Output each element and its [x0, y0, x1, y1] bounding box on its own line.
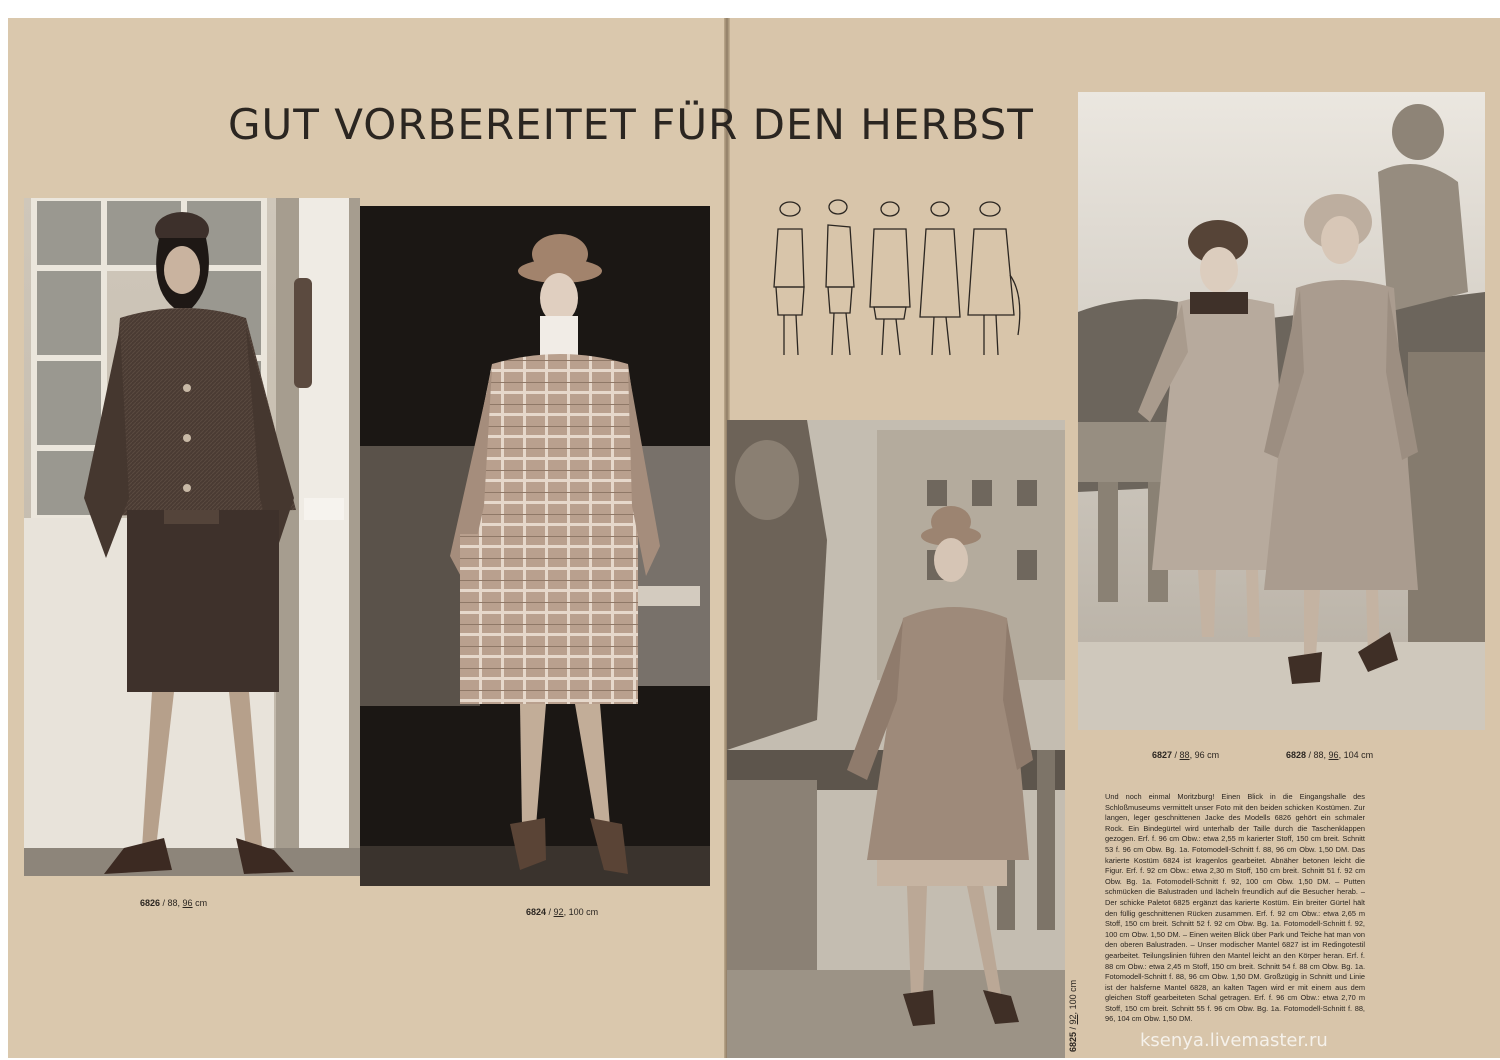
article-text: Und noch einmal Moritzburg! Einen Blick in die Eingangshalle des Schloßmuseums vermittelt unser Foto mit den beiden schicken Kostümen. Zur langen, leger geschnittenen Jacke des Modells 6826 gehört ein schmaler Rock. Ein Bindegürtel wird unterhalb der Taille durch die Taschenklappen gezogen. Erf. f. 96 cm Obw.: etwa 2,55 m karierter Stoff, 150 cm breit. Schnitt 53 f. 96 cm Obw. Bg. 1a. Fotomodell-Schnitt f. 88, 96 cm Obw. 1,50 DM. Das karierte Kostüm 6824 ist kragenlos gearbeitet. Abnäher betonen leicht die Figur. Erf. f. 92 cm Obw.: etwa 2,30 m Stoff, 150 cm breit. Schnitt 51 f. 92 cm Obw. Bg. 1a. Fotomodell-Schnitt f. 92, 100 cm Obw. 1,50 DM. – Putten schmücken die Balustraden und lächeln freundlich auf die Besucher herab. – Der schicke Paletot 6825 ergänzt das karierte Kostüm. Ein breiter Gürtel hält den füllig geschnittenen Rücken zusammen. Erf. f. 92 cm Obw.: etwa 2,65 m Stoff, 150 cm breit. Schnitt 52 f. 92 cm Obw. Bg. 1a. Fotomodell-Schnitt f. 92, 100 cm Obw. 1,50 DM. – Einen weiten Blick über Park und Teiche hat man von den oberen Balustraden. – Unser modischer Mantel 6827 ist im Redingotestil gearbeitet. Teilungslinien führen den Mantel leicht an den Körper heran. Erf. f. 88 cm Obw.: etwa 2,45 m Stoff, 150 cm breit. Schnitt 54 f. 88 cm Obw. Bg. 1a. Fotomodell-Schnitt f. 88, 96 cm Obw. 1,50 DM. Großzügig in Schnitt und Linie ist der halsferne Mantel 6828, an kalten Tagen wird er mit einem aus dem gleichen Stoff gearbeiteten Schal getragen. Erf. f. 96 cm Obw.: etwa 2,70 m Stoff, 150 cm breit. Schnitt 55 f. 96 cm Obw. Bg. 1a. Fotomodell-Schnitt f. 88, 96, 104 cm Obw. 1,50 DM. [1105, 792, 1365, 1024]
photo-model-6824 [360, 206, 710, 886]
caption-6824: 6824 / 92, 100 cm [526, 907, 599, 917]
photo-model-6826 [24, 198, 360, 876]
fashion-sketches [760, 195, 1030, 365]
photo-model-6825 [727, 420, 1065, 1058]
caption-6827: 6827 / 88, 96 cm [1152, 750, 1220, 760]
caption-6826: 6826 / 88, 96 cm [140, 898, 208, 908]
caption-6825: 6825 / 92, 100 cm [1068, 979, 1078, 1052]
watermark: ksenya.livemaster.ru [1140, 1030, 1328, 1051]
photo-models-6827-6828 [1078, 92, 1485, 730]
caption-6828: 6828 / 88, 96, 104 cm [1286, 750, 1374, 760]
headline: GUT VORBEREITET FÜR DEN HERBST [228, 100, 1034, 149]
